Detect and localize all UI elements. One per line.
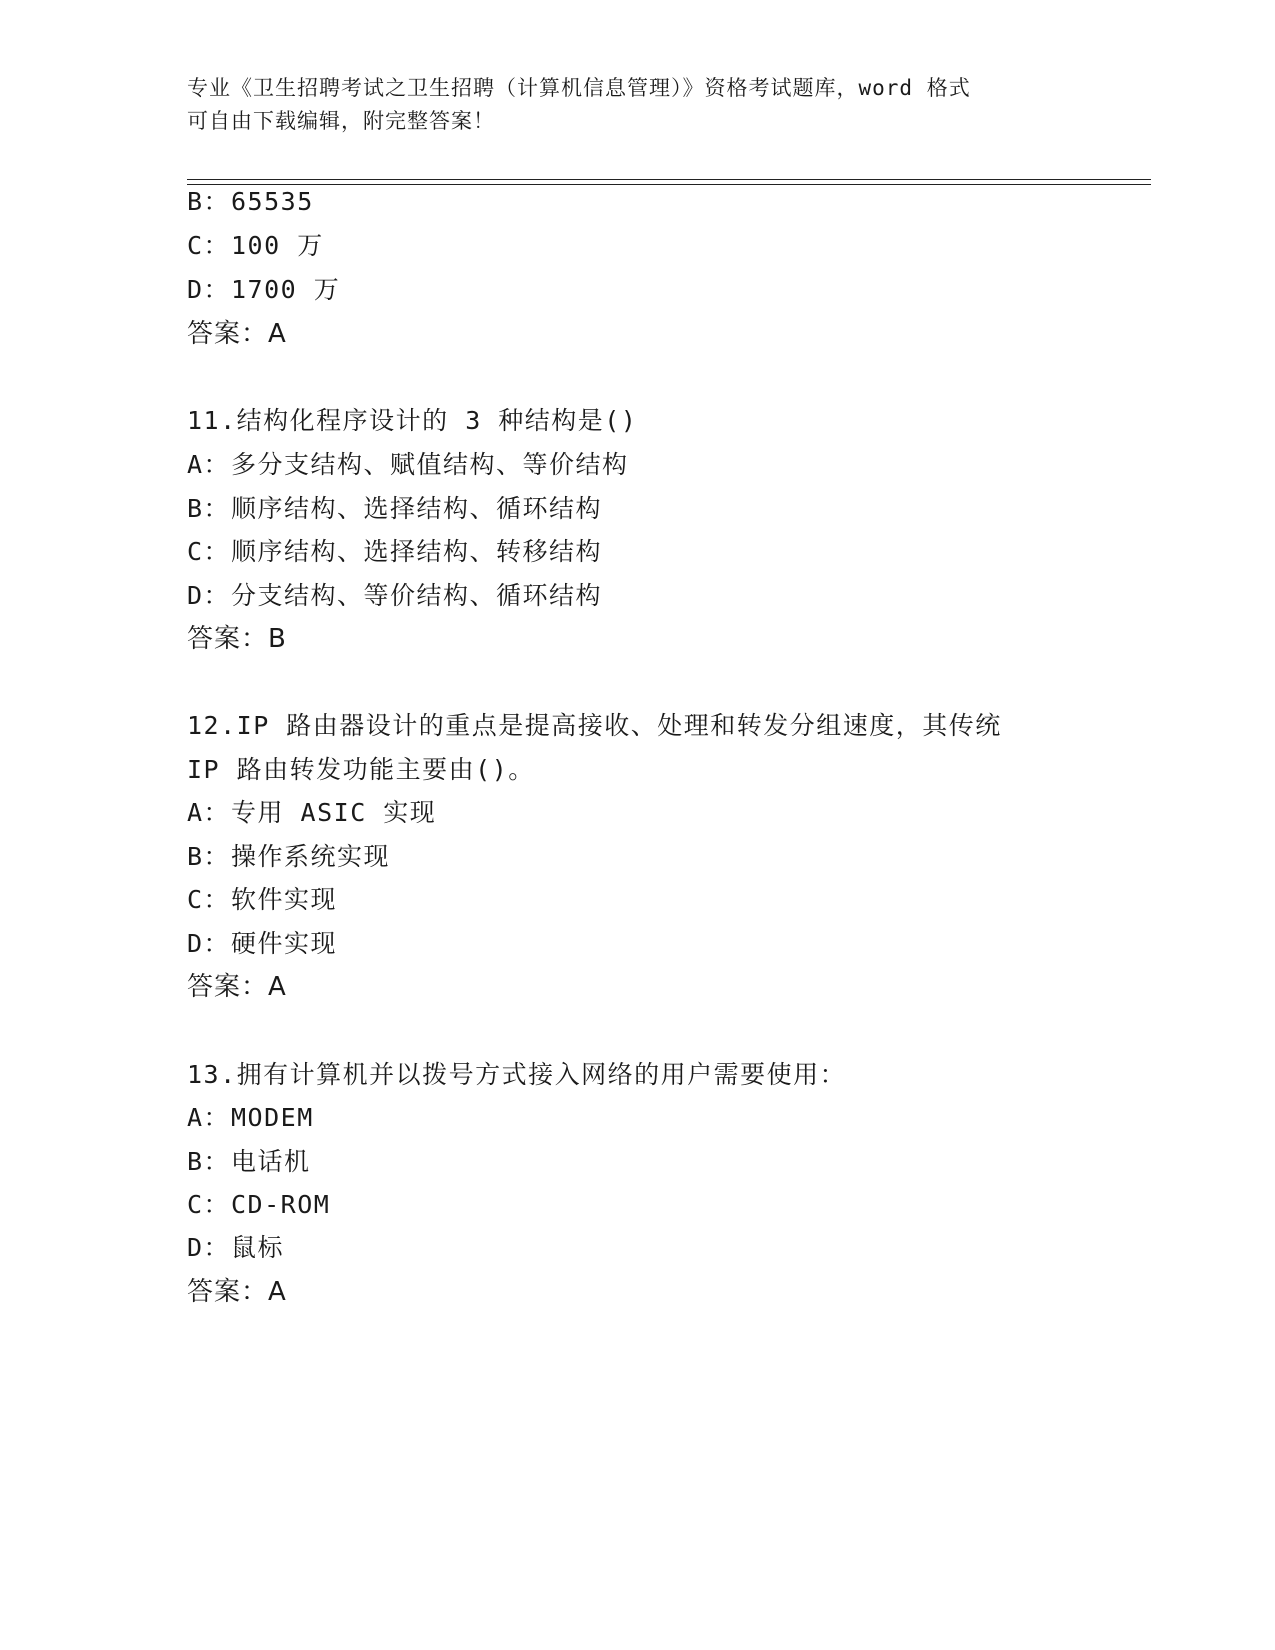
- option-line: [187, 187, 314, 217]
- option-line: [187, 1233, 284, 1263]
- question-stem-continued: IP 路由转发功能主要由()。: [187, 755, 535, 784]
- option-key: A：: [187, 1103, 231, 1132]
- option-key: C：: [187, 231, 231, 260]
- question-stem: 11.结构化程序设计的 3 种结构是(): [187, 406, 638, 435]
- option-text: 分支结构、等价结构、循环结构: [231, 581, 603, 610]
- option-text: 专用 ASIC 实现: [231, 798, 437, 827]
- option-key: D：: [187, 929, 231, 958]
- option-line: [187, 275, 340, 305]
- option-text: 1700 万: [231, 275, 341, 304]
- option-line: [187, 537, 602, 567]
- option-text: 顺序结构、选择结构、转移结构: [231, 537, 603, 566]
- answer-line: 答案：A: [187, 1277, 287, 1307]
- document-header: [187, 72, 1087, 138]
- option-line: [187, 1103, 314, 1133]
- option-line: [187, 885, 337, 915]
- option-text: 操作系统实现: [231, 842, 391, 871]
- question-stem: 12.IP 路由器设计的重点是提高接收、处理和转发分组速度，其传统: [187, 711, 1002, 740]
- option-key: C：: [187, 1190, 231, 1219]
- option-key: B：: [187, 1147, 231, 1176]
- option-line: [187, 450, 629, 480]
- option-key: B：: [187, 494, 231, 523]
- header-line-1: 专业《卫生招聘考试之卫生招聘（计算机信息管理）》资格考试题库，word 格式: [187, 76, 971, 100]
- option-key: D：: [187, 275, 231, 304]
- option-line: [187, 494, 602, 524]
- option-text: 鼠标: [231, 1233, 285, 1262]
- option-key: C：: [187, 885, 231, 914]
- option-key: D：: [187, 1233, 231, 1262]
- option-text: 顺序结构、选择结构、循环结构: [231, 494, 603, 523]
- option-text: 硬件实现: [231, 929, 338, 958]
- option-key: B：: [187, 187, 231, 216]
- header-divider-top: [187, 179, 1151, 180]
- option-line: [187, 798, 436, 828]
- option-key: A：: [187, 798, 231, 827]
- option-line: [187, 1147, 311, 1177]
- option-text: CD-ROM: [231, 1190, 331, 1219]
- option-key: C：: [187, 537, 231, 566]
- option-text: 65535: [231, 187, 314, 216]
- answer-line: 答案：B: [187, 624, 287, 654]
- header-divider-bottom: [187, 184, 1151, 185]
- header-line-2: 可自由下载编辑，附完整答案！: [187, 109, 495, 133]
- option-text: 多分支结构、赋值结构、等价结构: [231, 450, 629, 479]
- option-key: D：: [187, 581, 231, 610]
- option-text: MODEM: [231, 1103, 314, 1132]
- option-text: 软件实现: [231, 885, 338, 914]
- answer-line: 答案：A: [187, 972, 287, 1002]
- option-key: B：: [187, 842, 231, 871]
- option-line: [187, 1190, 330, 1220]
- option-line: [187, 929, 337, 959]
- option-line: [187, 231, 324, 261]
- option-key: A：: [187, 450, 231, 479]
- option-line: [187, 842, 390, 872]
- answer-line: 答案：A: [187, 319, 287, 349]
- option-line: [187, 581, 602, 611]
- option-text: 电话机: [231, 1147, 311, 1176]
- option-text: 100 万: [231, 231, 324, 260]
- question-stem: 13.拥有计算机并以拨号方式接入网络的用户需要使用：: [187, 1060, 847, 1089]
